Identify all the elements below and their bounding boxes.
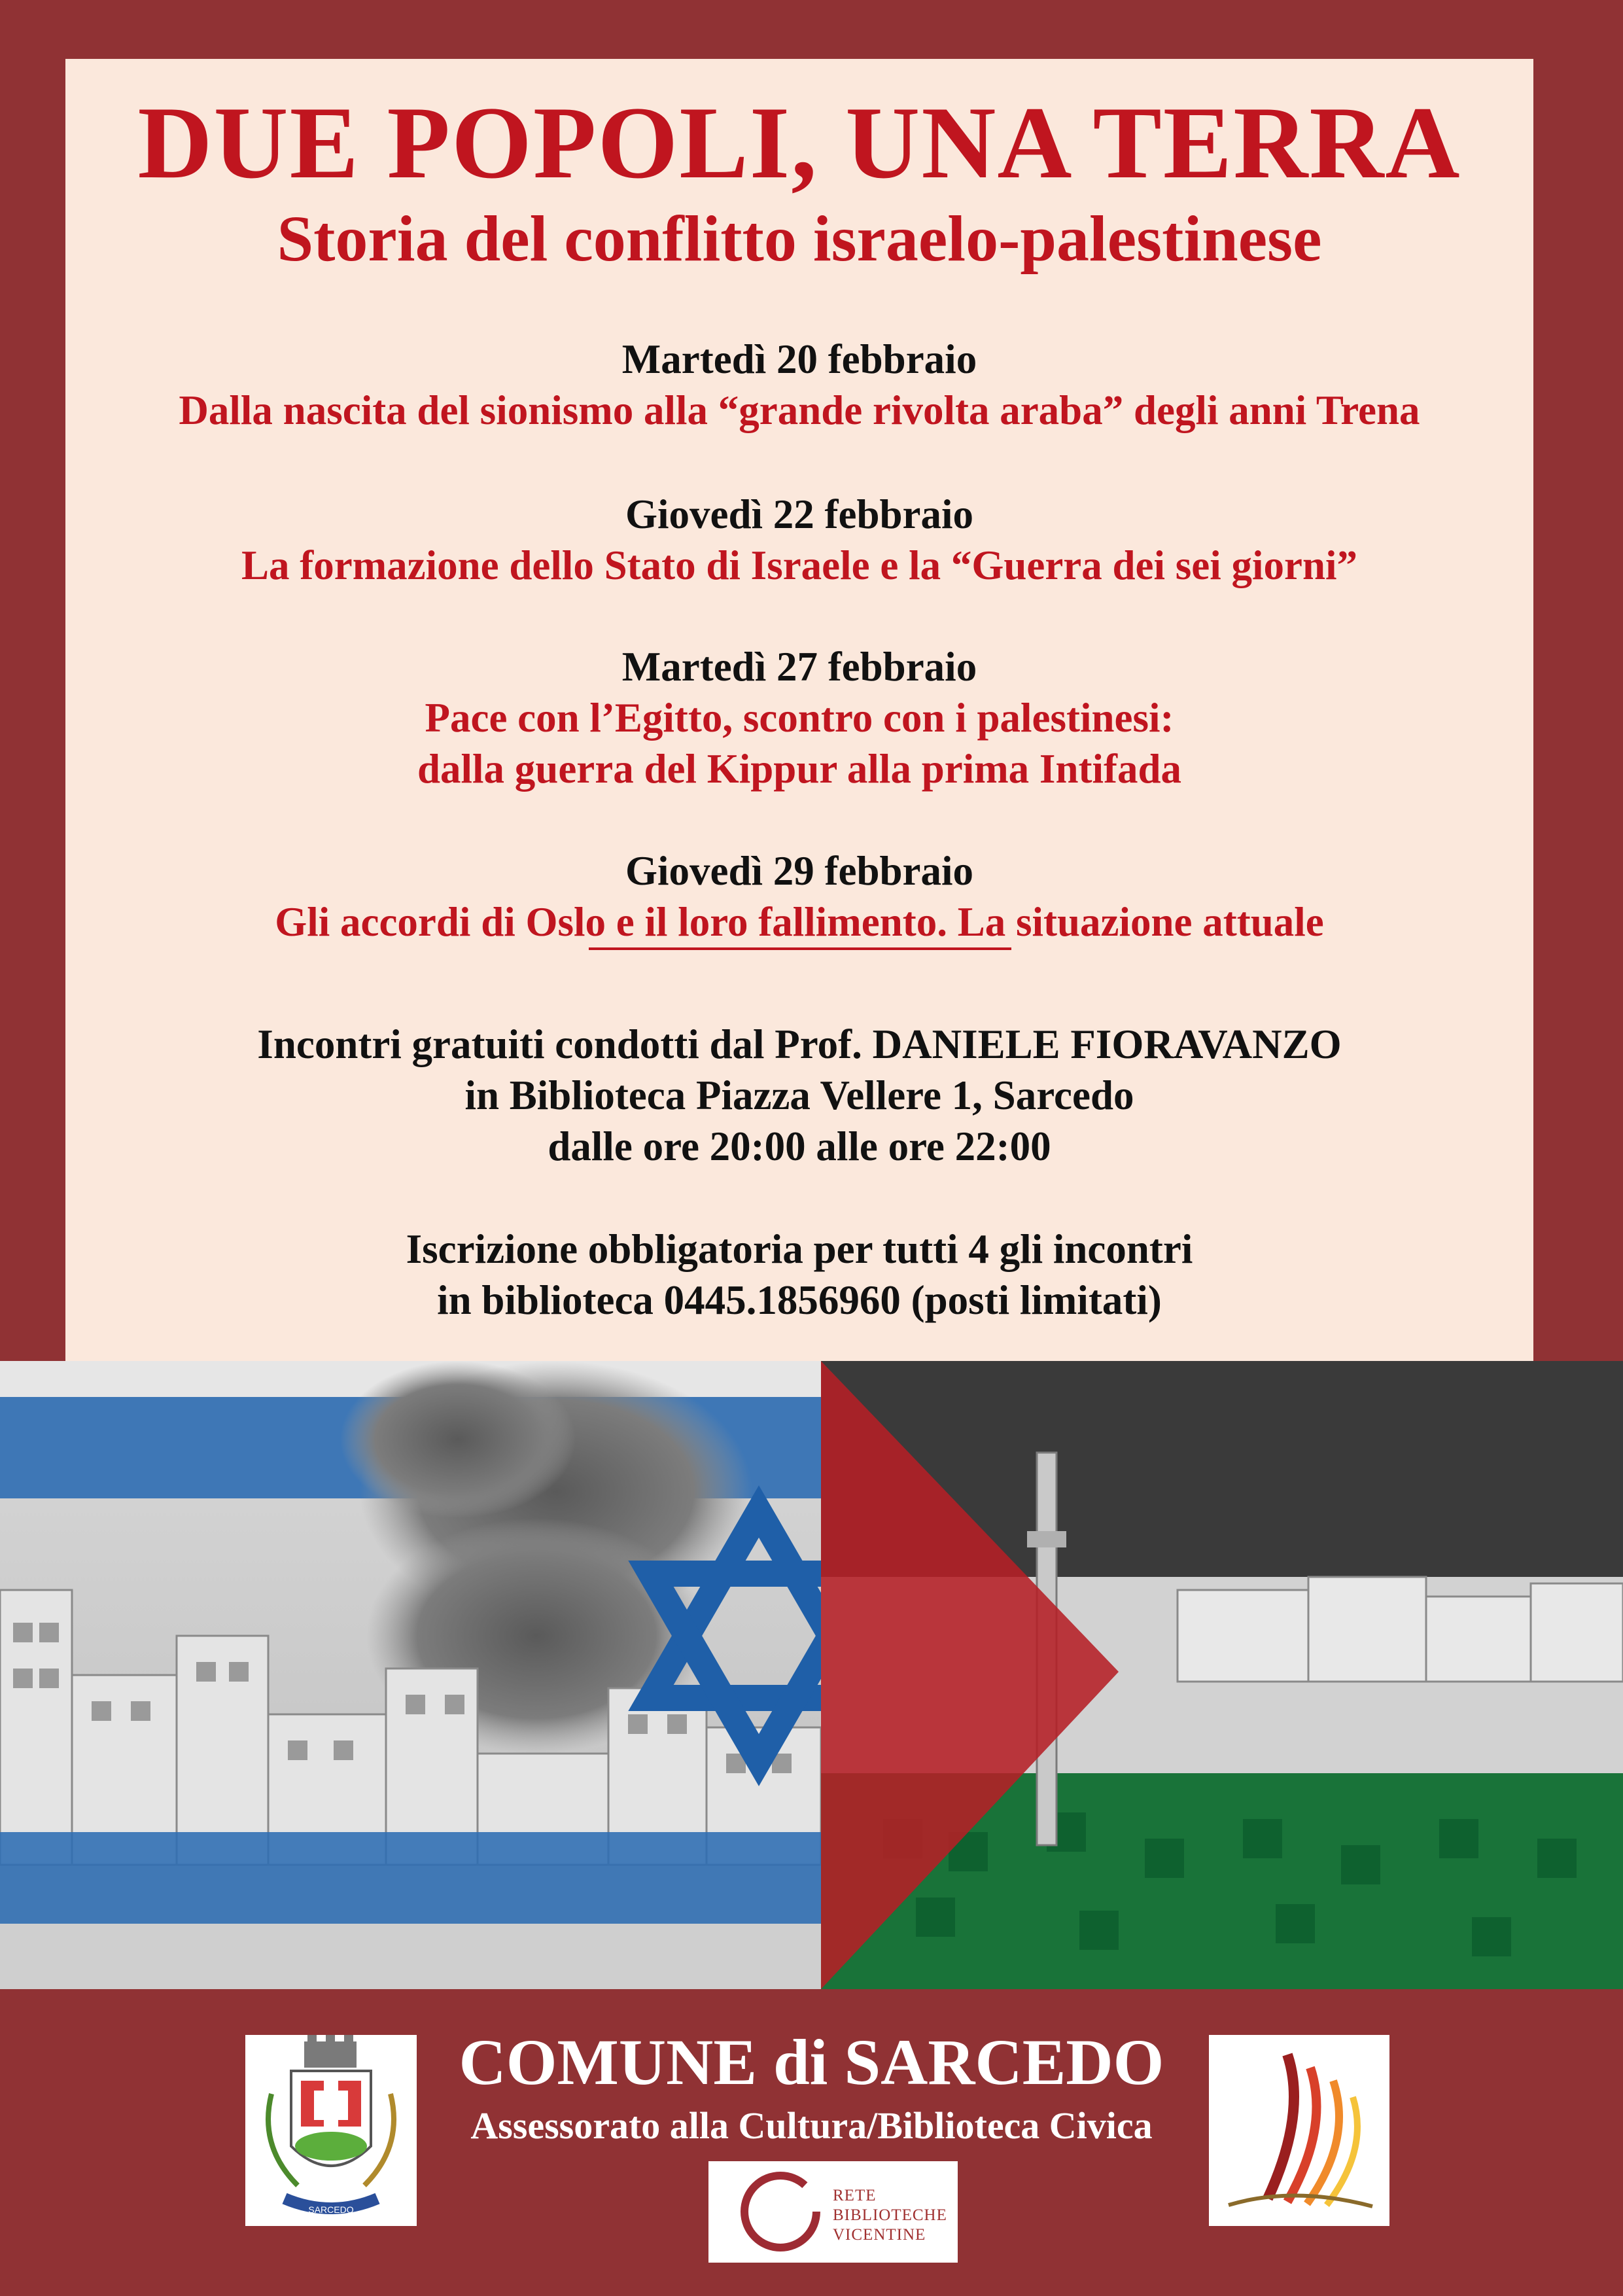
registration-line: in biblioteca 0445.1856960 (posti limitati) xyxy=(437,1277,1162,1323)
rete-biblioteche-logo xyxy=(708,2161,958,2263)
crest-text: SARCEDO xyxy=(308,2204,354,2215)
rete-line: VICENTINE xyxy=(833,2226,926,2244)
flame-book-logo xyxy=(1209,2035,1389,2226)
session-topic: Gli accordi di Oslo e il loro fallimento. La situazione attuale xyxy=(275,899,1324,945)
session-date: Martedì 20 febbraio xyxy=(621,336,977,382)
session-topic: Pace con l’Egitto, scontro con i palestinesi: xyxy=(425,695,1174,741)
session-topic: La formazione dello Stato di Israele e la “Guerra dei sei giorni” xyxy=(241,542,1357,588)
flags-cityscape-image xyxy=(0,1361,1623,1989)
session-date: Giovedì 29 febbraio xyxy=(625,848,973,894)
divider-rule xyxy=(589,947,1011,950)
poster-title: DUE POPOLI, UNA TERRA xyxy=(137,86,1461,200)
municipality-title: COMUNE di SARCEDO xyxy=(459,2026,1164,2098)
session-date: Giovedì 22 febbraio xyxy=(625,491,973,537)
info-line: in Biblioteca Piazza Vellere 1, Sarcedo xyxy=(464,1072,1134,1118)
session-date: Martedì 27 febbraio xyxy=(621,644,977,690)
sarcedo-crest-icon xyxy=(245,2035,417,2226)
registration-line: Iscrizione obbligatoria per tutti 4 gli incontri xyxy=(406,1226,1193,1272)
poster-panel xyxy=(65,59,1533,1361)
info-line: Incontri gratuiti condotti dal Prof. DANIELE FIORAVANZO xyxy=(257,1021,1342,1067)
poster-subtitle: Storia del conflitto israelo-palestinese xyxy=(277,202,1322,275)
rete-line: RETE xyxy=(833,2187,877,2204)
rete-line: BIBLIOTECHE xyxy=(833,2206,947,2224)
session-topic: dalla guerra del Kippur alla prima Intifada xyxy=(417,746,1181,792)
rete-label xyxy=(833,2186,947,2245)
session-topic: Dalla nascita del sionismo alla “grande rivolta araba” degli anni Trena xyxy=(179,387,1420,433)
municipality-subtitle: Assessorato alla Cultura/Biblioteca Civica xyxy=(470,2104,1153,2147)
info-line: dalle ore 20:00 alle ore 22:00 xyxy=(548,1123,1051,1169)
